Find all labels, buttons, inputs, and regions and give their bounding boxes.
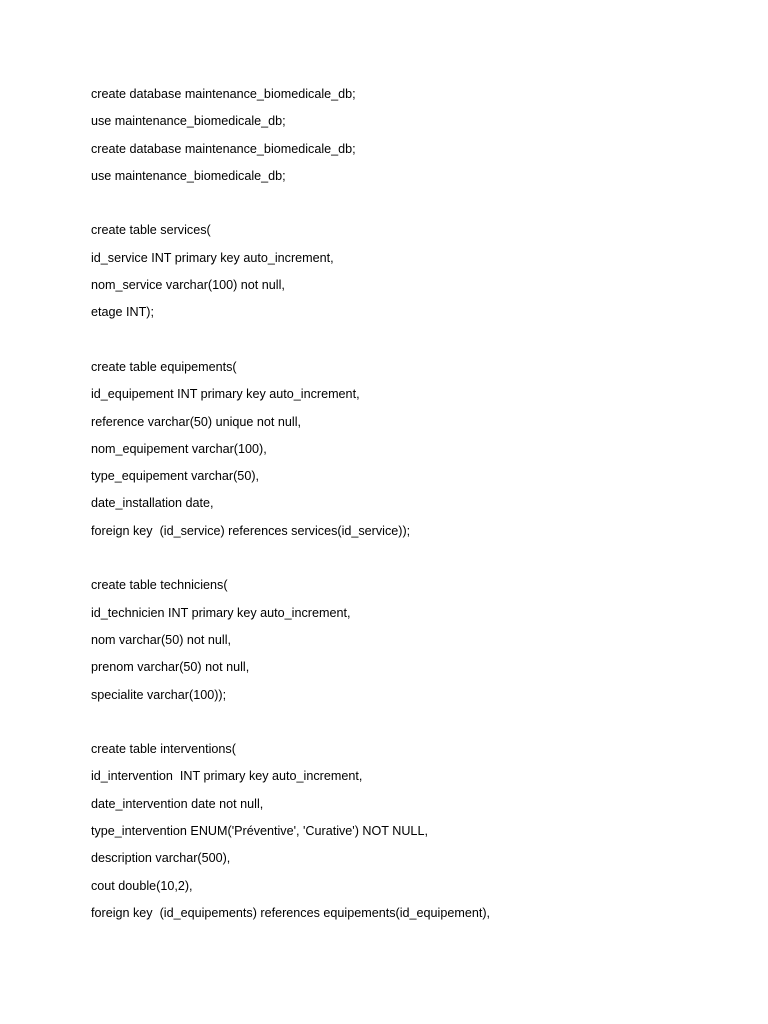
text-line: create table interventions( (91, 742, 236, 757)
text-line: specialite varchar(100)); (91, 687, 227, 702)
blank-line (91, 549, 731, 576)
text-line: prenom varchar(50) not null, (91, 660, 250, 675)
text-line: use maintenance_biomedicale_db; (91, 114, 286, 129)
text-line: cout double(10,2), (91, 878, 193, 893)
text-line: create table techniciens( (91, 578, 228, 593)
text-line: foreign key (id_service) references services(id_service)); (91, 523, 411, 538)
text-line: reference varchar(50) unique not null, (91, 414, 302, 429)
text-line: type_equipement varchar(50), (91, 469, 260, 484)
sql-script-body (91, 85, 731, 931)
text-line: foreign key (id_equipements) references equipements(id_equipement), (91, 905, 491, 920)
text-line: use maintenance_biomedicale_db; (91, 168, 286, 183)
text-line: nom_service varchar(100) not null, (91, 278, 285, 293)
text-line: id_service INT primary key auto_increment, (91, 250, 334, 265)
text-line: date_installation date, (91, 496, 214, 511)
text-line: create database maintenance_biomedicale_db; (91, 87, 356, 101)
text-line: create database maintenance_biomedicale_db; (91, 141, 356, 156)
text-line: id_intervention INT primary key auto_increment, (91, 769, 363, 784)
text-line: type_intervention ENUM('Préventive', 'Curative') NOT NULL, (91, 824, 428, 839)
text-line: description varchar(500), (91, 851, 231, 866)
text-line: nom_equipement varchar(100), (91, 441, 267, 456)
text-line: etage INT); (91, 305, 154, 320)
text-line: create table services( (91, 223, 211, 238)
text-line: date_intervention date not null, (91, 796, 264, 811)
blank-line (91, 713, 731, 740)
blank-line (91, 331, 731, 358)
blank-line (91, 194, 731, 221)
text-line: id_technicien INT primary key auto_increment, (91, 605, 351, 620)
text-line: nom varchar(50) not null, (91, 632, 231, 647)
text-line: create table equipements( (91, 359, 237, 374)
text-line: id_equipement INT primary key auto_increment, (91, 387, 360, 402)
